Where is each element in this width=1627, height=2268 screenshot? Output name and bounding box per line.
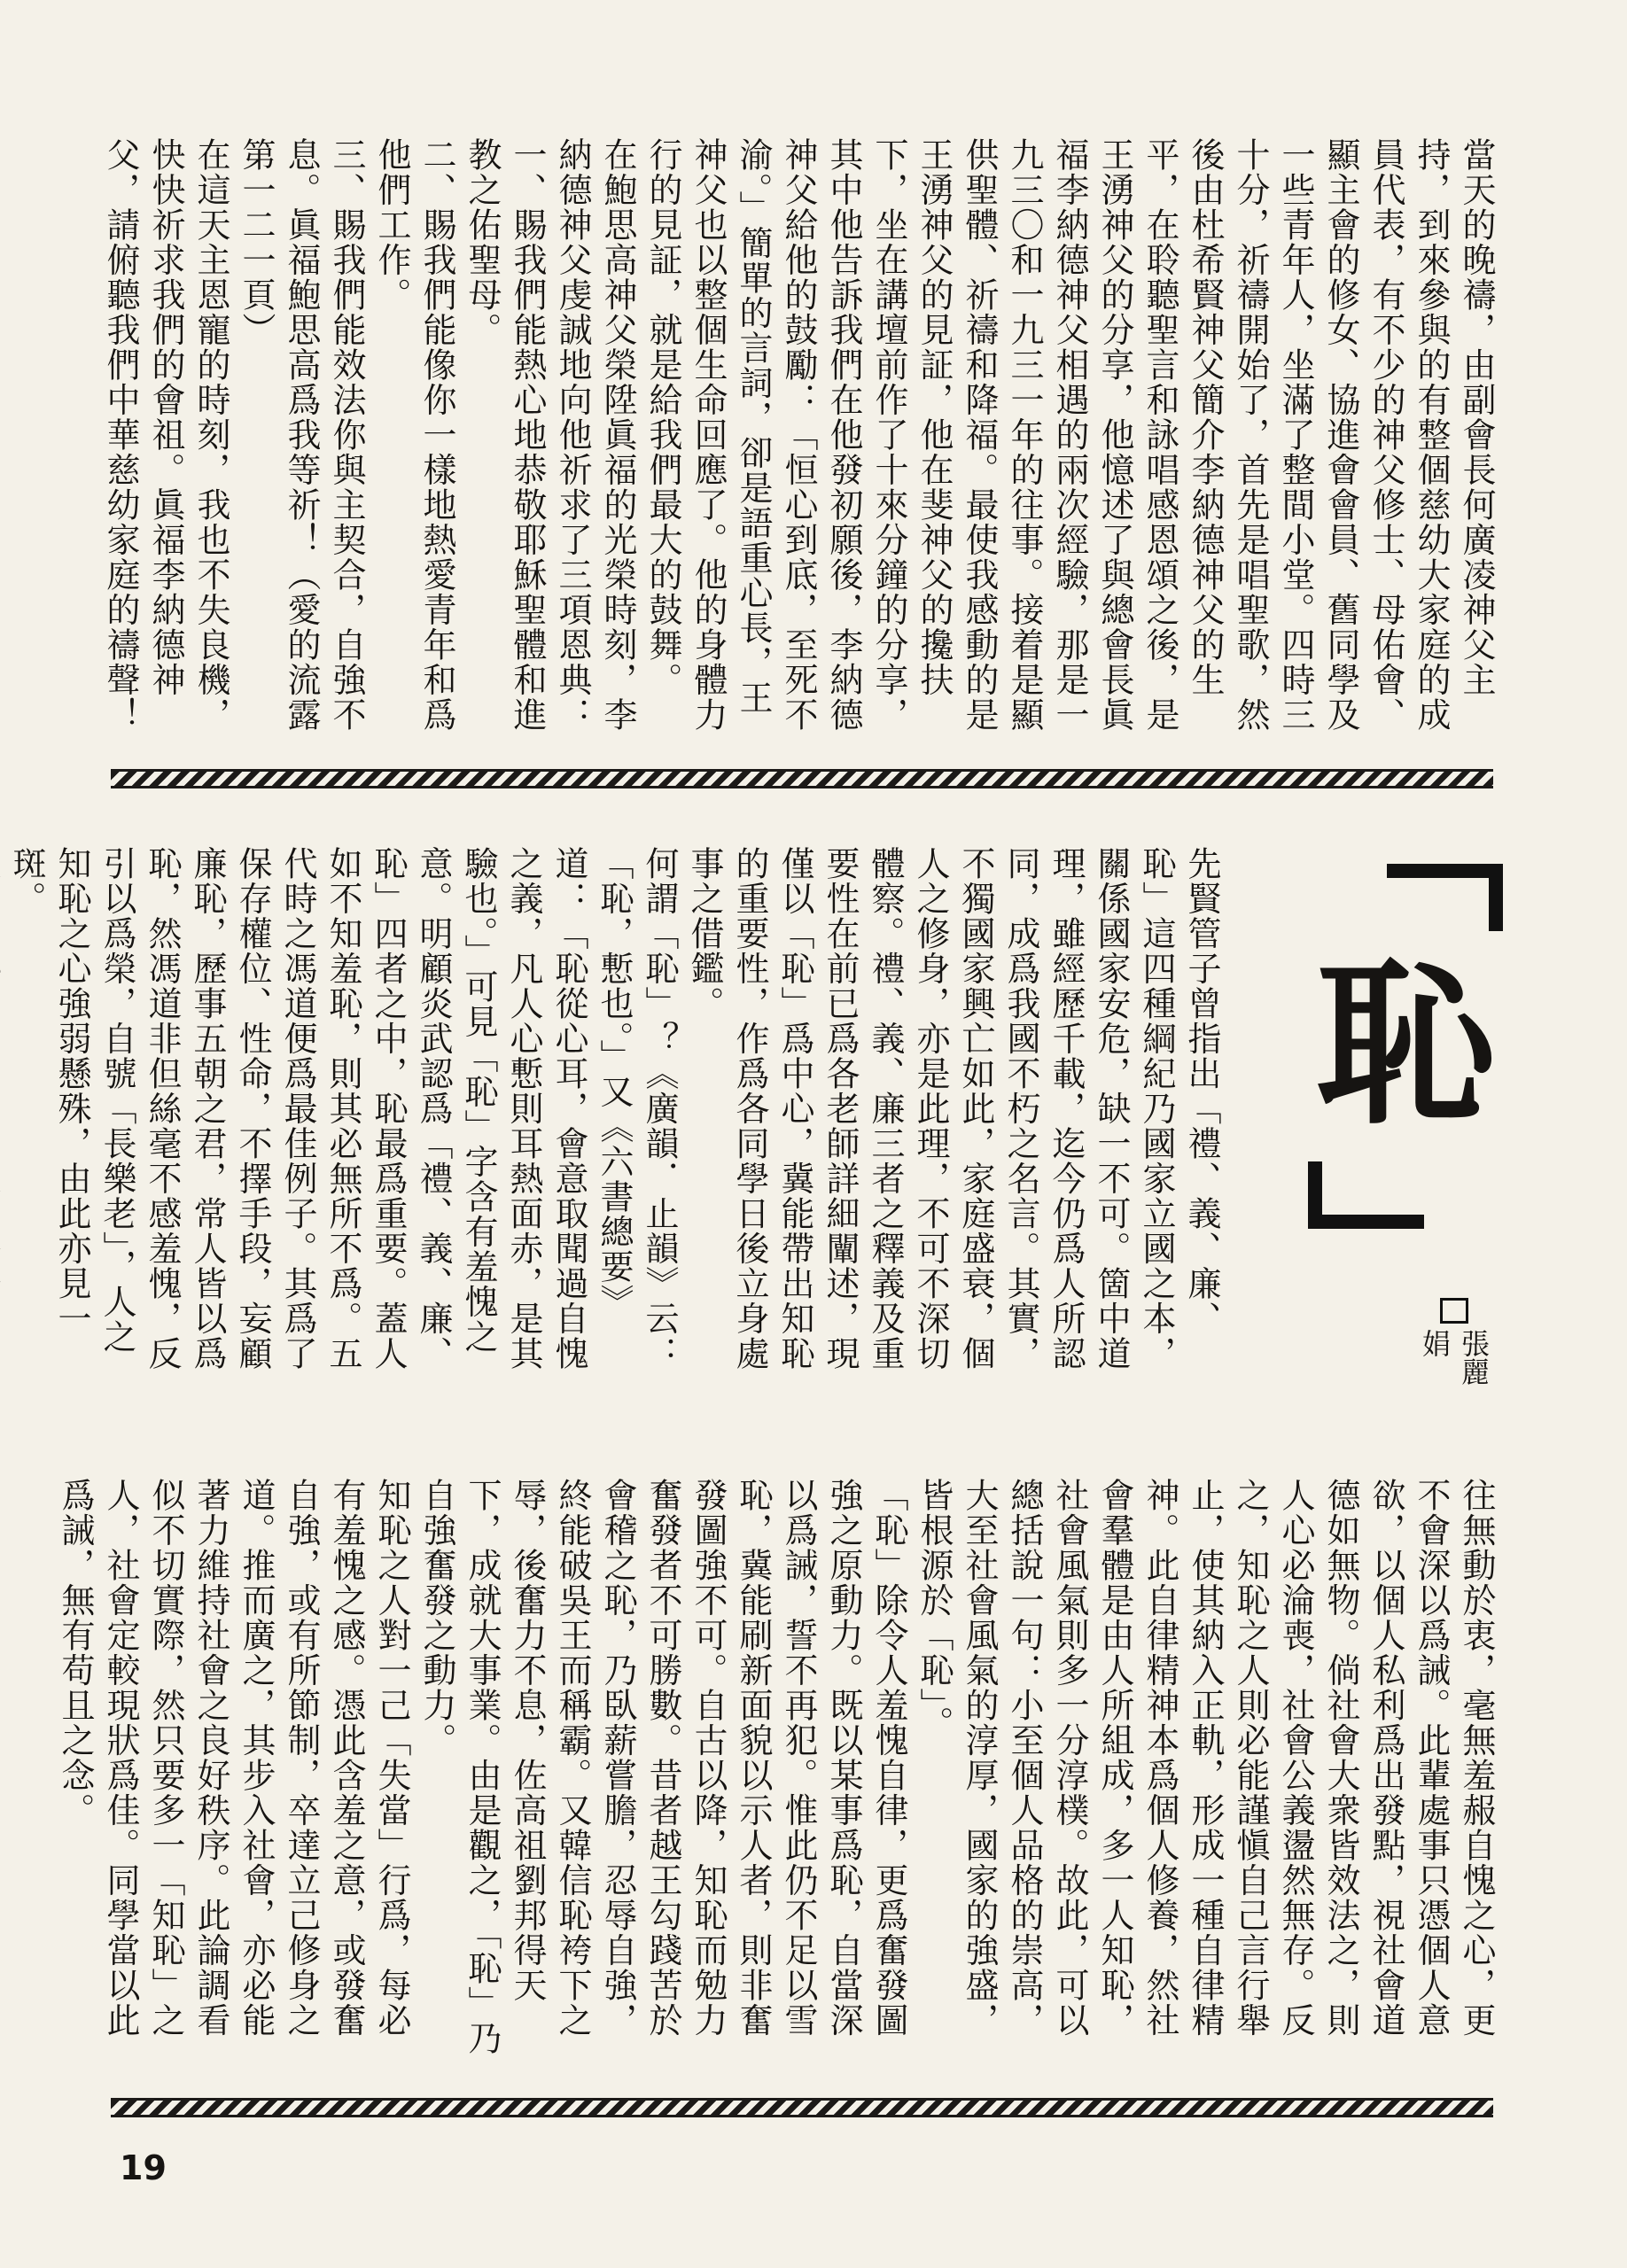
author-byline (1405, 1298, 1503, 1404)
paragraph: 在鮑思高神父榮陞眞福的光榮時刻，李納德神父虔誠地向他祈求了三項恩典： (553, 137, 637, 733)
wavy-divider (111, 769, 1493, 788)
paragraph: 何謂「恥」？《廣韻．止韻》云：「恥，慙也。」又《六書總要》道：「恥從心耳，會意取聞過自愧之義，凡人心慙則耳熱面赤，是其驗也。」可見「恥」字含有羞愧之意。明顧炎武認爲「禮、義、廉、恥」四者之中，恥最爲重要。蓋人如不知羞恥，則其必無所不爲。五代時之馮道便爲最佳例子。其爲了保存權位、性命，不擇手段，妄顧廉恥，歷事五朝之君，常人皆以爲恥，然馮道非但絲毫不感羞愧，反引以爲榮，自號「長樂老」，人之知恥之心強弱懸殊，由此亦見一斑。 (7, 846, 679, 1371)
corner-bracket-open (1387, 864, 1503, 931)
paragraph: 知恥之人對一己「失當」行爲，每必有羞愧之感。憑此含羞之意，或發奮自強，或有所節制，卒達立己修身之道。推而廣之，其步入社會，亦必能著力維持社會之良好秩序。此論調看似不切實際，然只要多一「知恥」之人，社會定較現狀爲佳。同學當以此爲誡，無有苟且之念。 (56, 1478, 411, 2038)
paragraph: 先賢管子曾指出「禮、義、廉、恥」這四種綱紀乃國家立國之本，關係國家安危，缺一不可。箇中道理，雖經歷千載，迄今仍爲人所認同，成爲我國不朽之名言。其實，不獨國家興亡如此，家庭盛衰，個人之修身，亦是此理，不可不深切體察。禮、義、廉三者之釋義及重要性在前已爲各老師詳細闡述，現僅以「恥」爲中心，冀能帶出知恥的重要性，作爲各同學日後立身處事之借鑑。 (685, 846, 1221, 1371)
page-number: 19 (120, 2148, 167, 2187)
paragraph (0, 846, 4, 1373)
paragraph: 當天的晚禱，由副會長何廣凌神父主持，到來參與的有整個慈幼大家庭的成員代表，有不少的神父修士、母佑會、顯主會的修女、協進會會員、舊同學及一些青年人，坐滿了整間小堂。四時三十分，祈禱開始了，首先是唱聖歌，然後由杜希賢神父簡介李納德神父的生平，在聆聽聖言和詠唱感恩頌之後，是王湧神父的分享，他憶述了與總會長眞福李納德神父相遇的兩次經驗，那是一九三〇和一九三一年的往事。接着是顯供聖體、祈禱和降福。最使我感動的是王湧神父的見証，他在斐神父的攙扶下，坐在講壇前作了十來分鐘的分享，其中他告訴我們在他發初願後，李納德神父給他的鼓勵：「恒心到底，至死不渝。」簡單的言詞，卻是語重心長，王神父也以整個生命回應了。他的身體力行的見証，就是給我們最大的鼓舞。 (643, 137, 1496, 733)
article-title (1308, 864, 1503, 1289)
title-text: 恥 (1316, 943, 1494, 1149)
article-body-lower (56, 1478, 1499, 2067)
paragraph: 在這天主恩寵的時刻，我也不失良機，快快祈求我們的會祖。眞福李納德神父，請俯聽我們中華慈幼家庭的禱聲！ (101, 137, 230, 733)
paragraph: 往無動於衷，毫無羞赧自愧之心，更不會深以爲誡。此輩處事只憑個人意欲，以個人私利爲出發點，視社會道德如無物。倘社會大衆皆效法之，則人心必淪喪，社會公義盪然無存。反之，知恥之人則必能謹愼自己言行舉止，使其納入正軌，形成一種自律精神。此自律精神本爲個人修養，然社會羣體是由人所組成，多一人知恥，社會風氣則多一分淳樸。故此，可以總括說一句：小至個人品格的崇高，大至社會風氣的淳厚，國家的強盛，皆根源於「恥」。 (915, 1478, 1496, 2038)
paragraph: 二、賜我們能像你一樣地熱愛青年和爲他們工作。 (372, 137, 456, 733)
author-name: 張麗娟 (1418, 1329, 1491, 1386)
corner-bracket-close (1308, 1161, 1424, 1229)
paragraph: 「恥」除令人羞愧自律，更爲奮發圖強之原動力。既以某事爲恥，自當深以爲誡，誓不再犯。惟此仍不足以雪恥，冀能刷新面貌以示人者，則非奮發圖強不可。自古以降，知恥而勉力奮發者不可勝數。昔者越王勾踐苦於會稽之恥，乃臥薪嘗膽，忍辱自強，終能破吳王而稱霸。又韓信恥袴下之辱，後奮力不息，佐高祖劉邦得天下，成就大事業。由是觀之，「恥」乃自強奮發之動力。 (417, 1478, 908, 2056)
prayer-report-section (101, 137, 1499, 740)
wavy-divider (111, 2098, 1493, 2117)
paragraph: 一、賜我們能熱心地恭敬耶穌聖體和進教之佑聖母。 (463, 137, 547, 733)
square-bullet-icon (1440, 1298, 1468, 1324)
paragraph: 三、賜我們能效法你與主契合，自強不息。眞福鮑思高爲我等祈！（愛的流露第一二一頁） (237, 137, 366, 733)
article-body-upper (7, 846, 1224, 1373)
